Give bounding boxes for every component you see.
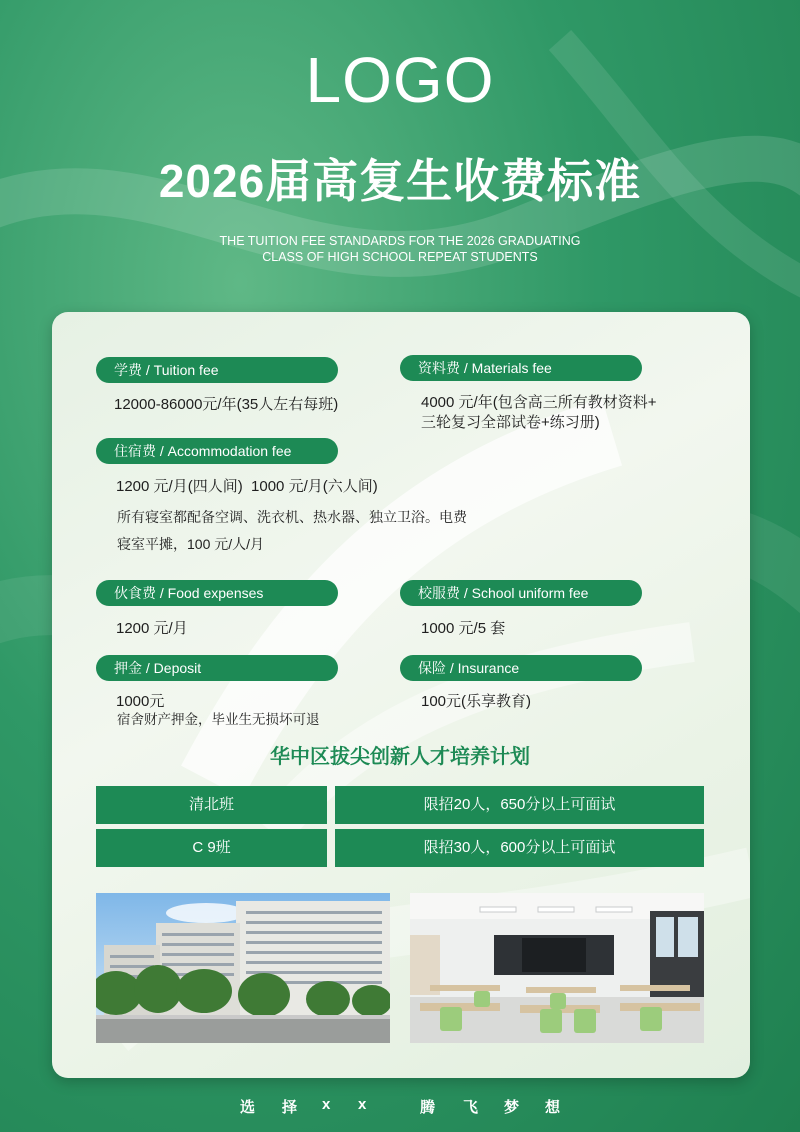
plan-title: 华中区拔尖创新人才培养计划 — [270, 746, 530, 768]
deposit-value: 1000元 — [116, 693, 165, 710]
slogan-char: x — [322, 1096, 331, 1113]
food-expenses-value: 1200 元/月 — [116, 620, 188, 637]
slogan-char: 想 — [545, 1099, 561, 1116]
logo: LOGO — [305, 44, 495, 116]
accommodation-note-line2: 寝室平摊，100 元/人/月 — [117, 536, 265, 552]
accommodation-note-line1: 所有寝室都配备空调、洗衣机、热水器、独立卫浴。电费 — [117, 509, 467, 525]
insurance-value: 100元(乐享教育) — [421, 693, 532, 710]
deposit-note: 宿舍财产押金，毕业生无损坏可退 — [117, 712, 320, 727]
slogan-char: 择 — [282, 1099, 298, 1116]
campus-building-photo — [96, 893, 390, 1043]
footer-slogan — [0, 1096, 800, 1116]
accommodation-fee-label: 住宿费 / Accommodation fee — [96, 438, 338, 464]
food-expenses-label: 伙食费 / Food expenses — [96, 580, 338, 606]
uniform-fee-value: 1000 元/5 套 — [421, 620, 506, 637]
slogan-char: 选 — [240, 1099, 256, 1116]
uniform-fee-label: 校服费 / School uniform fee — [400, 580, 642, 606]
accommodation-fee-value: 1200 元/月(四人间) 1000 元/月(六人间) — [116, 478, 378, 495]
slogan-char: 腾 — [420, 1099, 436, 1116]
plan-row — [96, 829, 704, 867]
page-title: 2026届高复生收费标准 — [158, 155, 642, 207]
tuition-fee-label: 学费 / Tuition fee — [96, 357, 338, 383]
materials-fee-value-line2: 三轮复习全部试卷+练习册) — [421, 414, 600, 431]
materials-fee-value-line1: 4000 元/年(包含高三所有教材资料+ — [421, 394, 657, 411]
plan-class-desc: 限招20人，650分以上可面试 — [335, 786, 704, 824]
plan-class-desc: 限招30人，600分以上可面试 — [335, 829, 704, 867]
slogan-char: x — [358, 1096, 367, 1113]
slogan-char: 飞 — [463, 1099, 479, 1116]
classroom-photo — [410, 893, 704, 1043]
insurance-label: 保险 / Insurance — [400, 655, 642, 681]
page-subtitle — [200, 233, 600, 265]
plan-row — [96, 786, 704, 824]
plan-class-name: 清北班 — [96, 786, 327, 824]
materials-fee-label: 资料费 / Materials fee — [400, 355, 642, 381]
plan-class-name: C 9班 — [96, 829, 327, 867]
page-subtitle-line2: CLASS OF HIGH SCHOOL REPEAT STUDENTS — [262, 250, 538, 264]
tuition-fee-value: 12000-86000元/年(35人左右每班) — [114, 396, 339, 413]
slogan-char: 梦 — [504, 1099, 520, 1116]
deposit-label: 押金 / Deposit — [96, 655, 338, 681]
page-subtitle-line1: THE TUITION FEE STANDARDS FOR THE 2026 GRADUATING — [219, 234, 581, 248]
